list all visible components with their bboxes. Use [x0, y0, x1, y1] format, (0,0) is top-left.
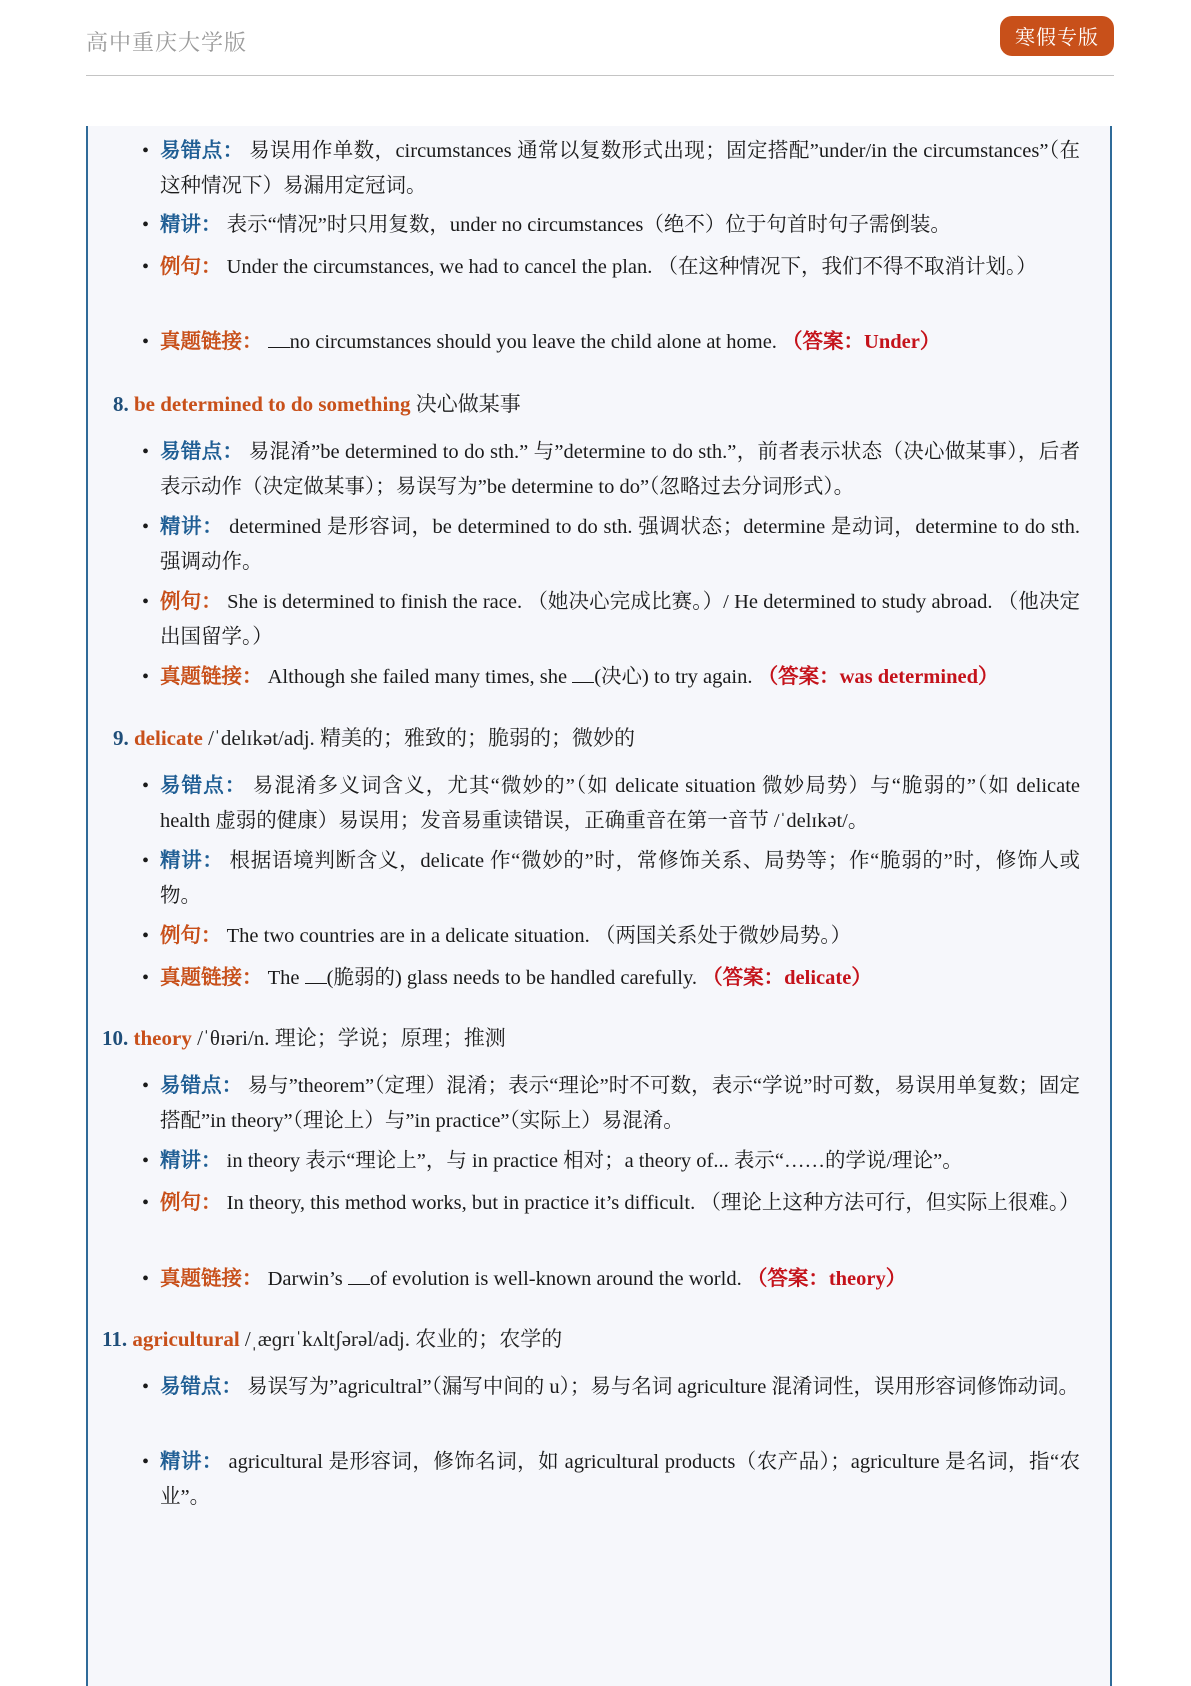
bullet-dot-icon: •	[142, 591, 150, 613]
example-label: 例句：	[160, 256, 222, 278]
entry-word: agricultural	[132, 1327, 240, 1351]
answer-text: （答案：Under）	[782, 331, 941, 353]
answer-text: （答案：was determined）	[757, 666, 999, 688]
example-text: Under the circumstances, we had to cancel the plan. （在这种情况下，我们不得不取消计划。）	[226, 256, 1037, 278]
entry-number: 11.	[102, 1327, 128, 1351]
example-label: 例句：	[160, 1192, 222, 1214]
mistake-label: 易错点：	[160, 1075, 243, 1097]
mistake-label: 易错点：	[160, 1376, 242, 1398]
mistake-text: 易混淆多义词含义，尤其“微妙的”（如 delicate situation 微妙局势）与“脆弱的”（如 delicate health 虚弱的健康）易误用；发音易重读错误，正确重音在第一音节 /ˈdelɪkət/。	[160, 775, 1081, 832]
page-header	[86, 0, 1114, 76]
exam-text-a: Although she failed many times, she	[267, 666, 573, 688]
bullet-dot-icon: •	[142, 1150, 150, 1172]
entry8-example	[142, 585, 1081, 655]
exam-text-a: Darwin’s	[267, 1268, 348, 1290]
bullet-dot-icon: •	[142, 256, 150, 278]
example-label: 例句：	[160, 591, 222, 613]
entry10-mistake	[142, 1069, 1081, 1139]
header-divider	[86, 75, 1114, 76]
bullet-dot-icon: •	[142, 140, 150, 162]
bullet-dot-icon: •	[142, 1192, 150, 1214]
answer-blank	[572, 664, 594, 683]
entry10-exam	[142, 1262, 1080, 1297]
exam-text: no circumstances should you leave the child alone at home.	[289, 331, 777, 353]
exam-label: 真题链接：	[160, 331, 263, 353]
bullet-dot-icon: •	[142, 666, 150, 688]
edition-badge: 寒假专版	[1000, 16, 1114, 56]
explain-text: in theory 表示“理论上”，与 in practice 相对；a theory of... 表示“……的学说/理论”。	[226, 1150, 963, 1172]
mistake-label: 易错点：	[160, 775, 247, 797]
mistake-text: 易误用作单数，circumstances 通常以复数形式出现；固定搭配”under/in the circumstances”（在这种情况下）易漏用定冠词。	[160, 140, 1080, 197]
explain-text: 表示“情况”时只用复数，under no circumstances（绝不）位于句首时句子需倒装。	[226, 214, 951, 236]
explain-label: 精讲：	[160, 1150, 222, 1172]
entry11-heading	[102, 1325, 562, 1353]
mistake-text: 易混淆”be determined to do sth.” 与”determine to do sth.”，前者表示状态（决心做某事），后者表示动作（决定做某事）；易误写为”be determine to do”（忽略过去分词形式）。	[160, 441, 1081, 498]
explain-label: 精讲：	[160, 1451, 223, 1473]
entry-word: delicate	[134, 726, 203, 750]
entry10-explain	[142, 1144, 1080, 1179]
exam-label: 真题链接：	[160, 967, 263, 989]
entry8-exam	[142, 660, 1080, 695]
entry9-explain	[142, 844, 1080, 914]
bullet-dot-icon: •	[142, 925, 150, 947]
explain-text: determined 是形容词，be determined to do sth. 强调状态；determine 是动词，determine to do sth. 强调动作。	[160, 516, 1080, 573]
explain-label: 精讲：	[160, 850, 224, 872]
example-label: 例句：	[160, 925, 222, 947]
mistake-label: 易错点：	[160, 140, 244, 162]
bullet-dot-icon: •	[142, 1451, 150, 1473]
bullet-dot-icon: •	[142, 1075, 150, 1097]
entry-number: 9.	[113, 726, 129, 750]
exam-text-b: (脆弱的) glass needs to be handled carefully.	[326, 967, 698, 989]
exam-text-b: of evolution is well-known around the world.	[369, 1268, 742, 1290]
entry8-mistake	[142, 435, 1081, 505]
mistake-label: 易错点：	[160, 441, 244, 463]
bullet-dot-icon: •	[142, 441, 150, 463]
entry-number: 8.	[113, 392, 129, 416]
entry9-mistake	[142, 769, 1081, 839]
answer-blank	[305, 965, 327, 984]
entry7-example	[142, 250, 1080, 285]
bullet-dot-icon: •	[142, 775, 150, 797]
entry-word: theory	[133, 1026, 192, 1050]
entry9-example	[142, 919, 1080, 954]
example-text: The two countries are in a delicate situation. （两国关系处于微妙局势。）	[226, 925, 852, 947]
entry-definition: 决心做某事	[410, 392, 521, 416]
explain-label: 精讲：	[160, 214, 222, 236]
header-title: 高中重庆大学版	[86, 30, 248, 55]
entry-definition: /ˌæɡrɪˈkʌltʃərəl/adj. 农业的；农学的	[239, 1327, 563, 1351]
bullet-dot-icon: •	[142, 331, 150, 353]
entry7-explain	[142, 208, 1080, 243]
bullet-dot-icon: •	[142, 1268, 150, 1290]
explain-label: 精讲：	[160, 516, 224, 538]
exam-label: 真题链接：	[160, 1268, 263, 1290]
example-text: She is determined to finish the race. （她决心完成比赛。）/ He determined to study abroad. （他决定出国留学。）	[160, 591, 1081, 648]
mistake-text: 易误写为”agricultral”（漏写中间的 u）；易与名词 agriculture 混淆词性，误用形容词修饰动词。	[247, 1376, 1079, 1398]
entry7-exam	[142, 325, 1080, 360]
answer-blank	[348, 1266, 370, 1285]
answer-text: （答案：theory）	[746, 1268, 907, 1290]
entry10-heading	[102, 1024, 506, 1052]
bullet-dot-icon: •	[142, 214, 150, 236]
bullet-dot-icon: •	[142, 1376, 150, 1398]
entry-definition: /ˈθɪəri/n. 理论；学说；原理；推测	[191, 1026, 506, 1050]
exam-text-b: (决心) to try again.	[594, 666, 753, 688]
exam-text-a: The	[267, 967, 305, 989]
exam-label: 真题链接：	[160, 666, 263, 688]
entry9-exam	[142, 961, 1080, 996]
entry8-explain	[142, 510, 1080, 580]
answer-text: （答案：delicate）	[702, 967, 872, 989]
bullet-dot-icon: •	[142, 516, 150, 538]
entry11-mistake	[142, 1370, 1080, 1405]
entry11-explain	[142, 1445, 1081, 1515]
explain-text: agricultural 是形容词，修饰名词，如 agricultural products（农产品）；agriculture 是名词，指“农业”。	[160, 1451, 1081, 1508]
answer-blank	[268, 329, 290, 348]
explain-text: 根据语境判断含义，delicate 作“微妙的”时，常修饰关系、局势等；作“脆弱的”时，修饰人或物。	[160, 850, 1080, 907]
bullet-dot-icon: •	[142, 967, 150, 989]
mistake-text: 易与”theorem”（定理）混淆；表示“理论”时不可数，表示“学说”时可数，易误用单复数；固定搭配”in theory”（理论上）与”in practice”（实际上）易混淆。	[160, 1075, 1081, 1132]
entry9-heading	[113, 724, 635, 752]
content-panel	[86, 126, 1112, 1686]
entry8-heading	[113, 390, 521, 418]
example-text: In theory, this method works, but in practice it’s difficult. （理论上这种方法可行，但实际上很难。）	[226, 1192, 1080, 1214]
entry10-example	[142, 1186, 1080, 1221]
bullet-dot-icon: •	[142, 850, 150, 872]
entry7-mistake	[142, 134, 1080, 204]
entry-definition: /ˈdelɪkət/adj. 精美的；雅致的；脆弱的；微妙的	[202, 726, 636, 750]
entry-word: be determined to do something	[134, 392, 411, 416]
entry-number: 10.	[102, 1026, 129, 1050]
